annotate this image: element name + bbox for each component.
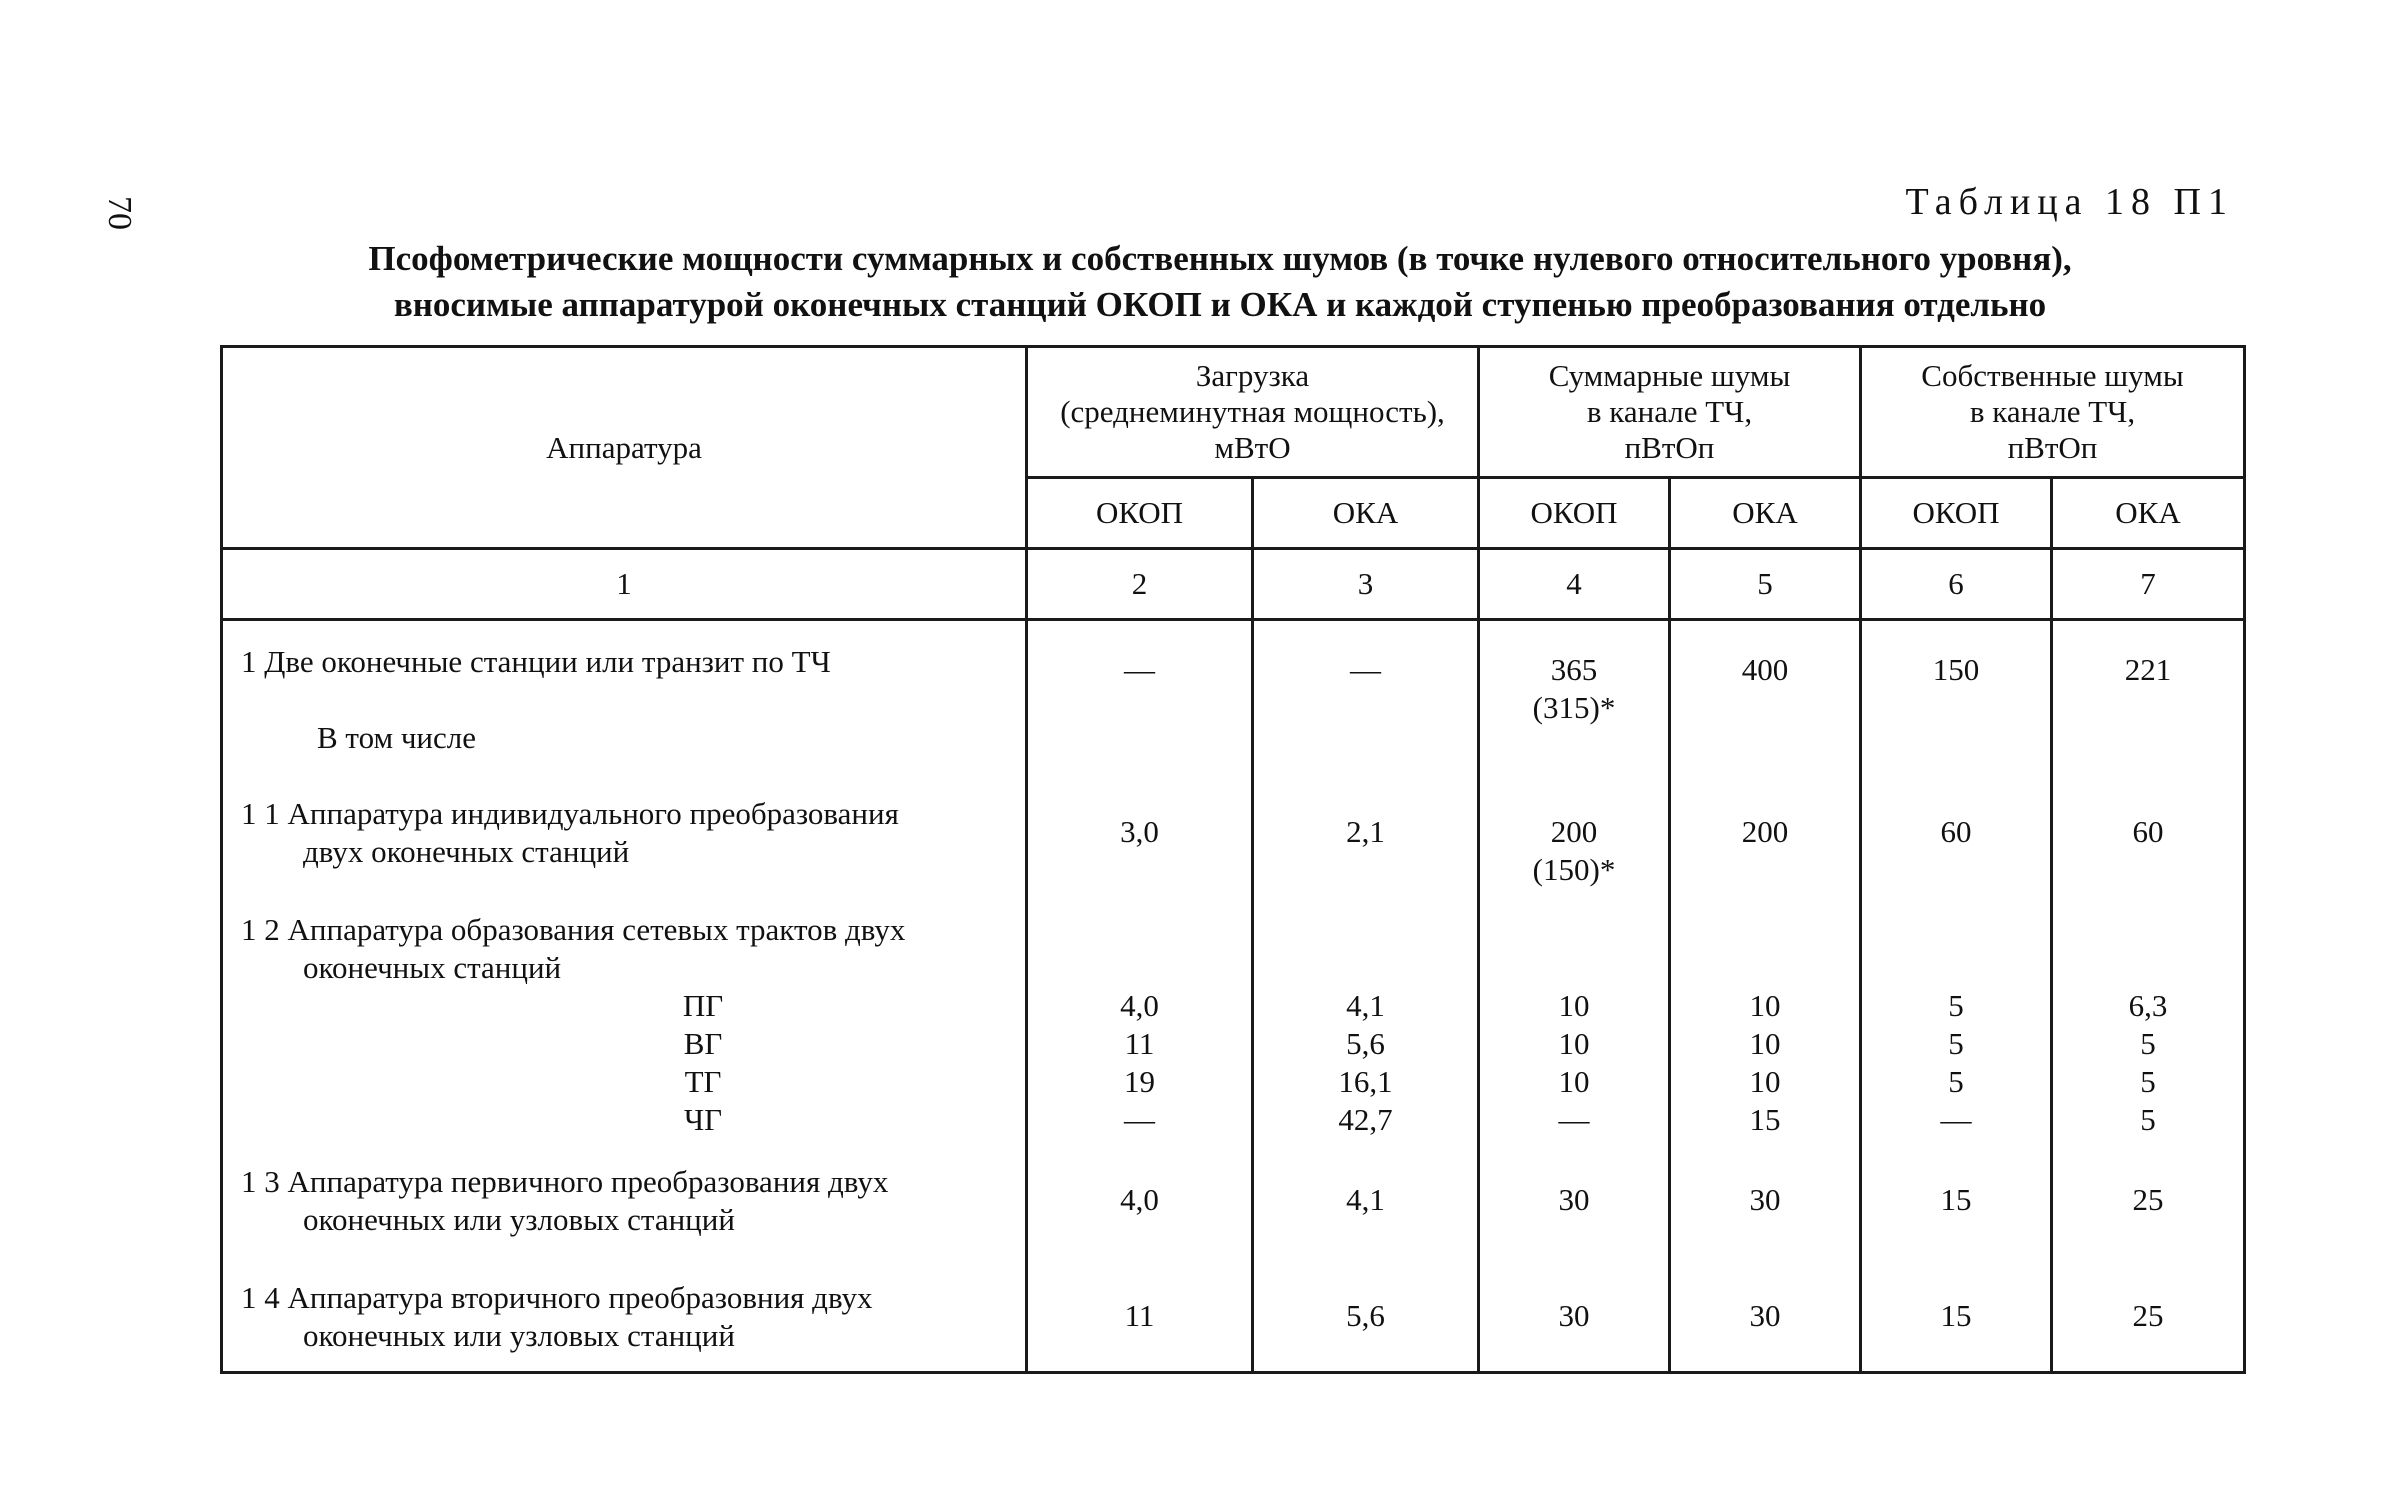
cell: 400: [1670, 620, 1861, 794]
subheader-okop-sum: ОКОП: [1479, 478, 1670, 549]
header-apparatus: Аппаратура: [222, 347, 1027, 549]
header-row: [222, 347, 2245, 478]
group-label: ВГ: [683, 1026, 723, 1061]
title-line-1: Псофометрические мощности суммарных и собственных шумов (в точке нулевого относительного уровня),: [368, 239, 2072, 278]
cell: —: [1027, 620, 1253, 794]
cell: 3,0: [1027, 793, 1253, 907]
cell: 30: [1479, 1163, 1670, 1279]
cell: 10 10 10 —: [1479, 907, 1670, 1163]
row-label: [222, 620, 1027, 794]
cell: 60: [1861, 793, 2052, 907]
table-caption: Таблица 18 П1: [1905, 181, 2234, 223]
cell: 200 (150)*: [1479, 793, 1670, 907]
header-sum-noise: Суммарные шумы в канале ТЧ, пВтОп: [1479, 347, 1861, 478]
cell: 6,3 5 5 5: [2052, 907, 2245, 1163]
cell: 25: [2052, 1279, 2245, 1373]
cell: 2,1: [1253, 793, 1479, 907]
cell: 15: [1861, 1163, 2052, 1279]
cell: 30: [1670, 1279, 1861, 1373]
row-label: 1 3 Аппаратура первичного преобразования двух оконечных или узловых станций: [222, 1163, 1027, 1279]
group-label: ЧГ: [683, 1102, 723, 1137]
cell: 4,1: [1253, 1163, 1479, 1279]
column-number: 7: [2052, 549, 2245, 620]
column-number: 3: [1253, 549, 1479, 620]
header-load: Загрузка (среднеминутная мощность), мВтО: [1027, 347, 1479, 478]
row-1-1-label: 1 1 Аппаратура индивидуального преобразования: [241, 796, 899, 831]
cell: 15: [1861, 1279, 2052, 1373]
row-label: 1 2 Аппаратура образования сетевых трактов двух оконечных станций ПГ ВГ ТГ ЧГ: [222, 907, 1027, 1163]
group-list: [653, 987, 753, 1139]
cell: 10 10 10 15: [1670, 907, 1861, 1163]
group-label: ТГ: [684, 1064, 722, 1099]
cell: 30: [1479, 1279, 1670, 1373]
subheader-oka-own: ОКА: [2052, 478, 2245, 549]
cell: 365 (315)*: [1479, 620, 1670, 794]
table-title: [220, 236, 2220, 328]
cell: 200: [1670, 793, 1861, 907]
subheader-oka-sum: ОКА: [1670, 478, 1861, 549]
table-row: [222, 907, 2245, 1163]
column-number: 2: [1027, 549, 1253, 620]
column-number: 6: [1861, 549, 2052, 620]
cell: 11: [1027, 1279, 1253, 1373]
column-number: 5: [1670, 549, 1861, 620]
row-1-4-label: 1 4 Аппаратура вторичного преобразовния двух: [241, 1280, 873, 1315]
row-1-3-label: 1 3 Аппаратура первичного преобразования двух: [241, 1164, 889, 1199]
subheader-okop-own: ОКОП: [1861, 478, 2052, 549]
cell: 150: [1861, 620, 2052, 794]
column-number-row: [222, 549, 2245, 620]
cell: 221: [2052, 620, 2245, 794]
subheader-oka-load: ОКА: [1253, 478, 1479, 549]
table-row: [222, 793, 2245, 907]
cell: 30: [1670, 1163, 1861, 1279]
group-label: ПГ: [682, 988, 724, 1023]
row-1-label: 1 Две оконечные станции или транзит по ТЧ: [241, 644, 831, 679]
row-label: 1 4 Аппаратура вторичного преобразовния двух оконечных или узловых станций: [222, 1279, 1027, 1373]
cell: 60: [2052, 793, 2245, 907]
row-1-2-label: 1 2 Аппаратура образования сетевых трактов двух: [241, 912, 906, 947]
column-number: 4: [1479, 549, 1670, 620]
page-number: 70: [101, 196, 138, 230]
cell: 5 5 5 —: [1861, 907, 2052, 1163]
cell: 5,6: [1253, 1279, 1479, 1373]
subheader-okop-load: ОКОП: [1027, 478, 1253, 549]
noise-table: [220, 345, 2246, 1374]
cell: 4,0 11 19 —: [1027, 907, 1253, 1163]
table-row: [222, 620, 2245, 794]
column-number: 1: [222, 549, 1027, 620]
cell: —: [1253, 620, 1479, 794]
table-row: [222, 1279, 2245, 1373]
including-label: В том числе: [317, 720, 477, 755]
header-own-noise: Собственные шумы в канале ТЧ, пВтОп: [1861, 347, 2245, 478]
table-row: [222, 1163, 2245, 1279]
cell: 25: [2052, 1163, 2245, 1279]
title-line-2: вносимые аппаратурой оконечных станций ОКОП и ОКА и каждой ступенью преобразования отдельно: [393, 285, 2047, 324]
cell: 4,0: [1027, 1163, 1253, 1279]
cell: 4,1 5,6 16,1 42,7: [1253, 907, 1479, 1163]
row-label: 1 1 Аппаратура индивидуального преобразования двух оконечных станций: [222, 793, 1027, 907]
